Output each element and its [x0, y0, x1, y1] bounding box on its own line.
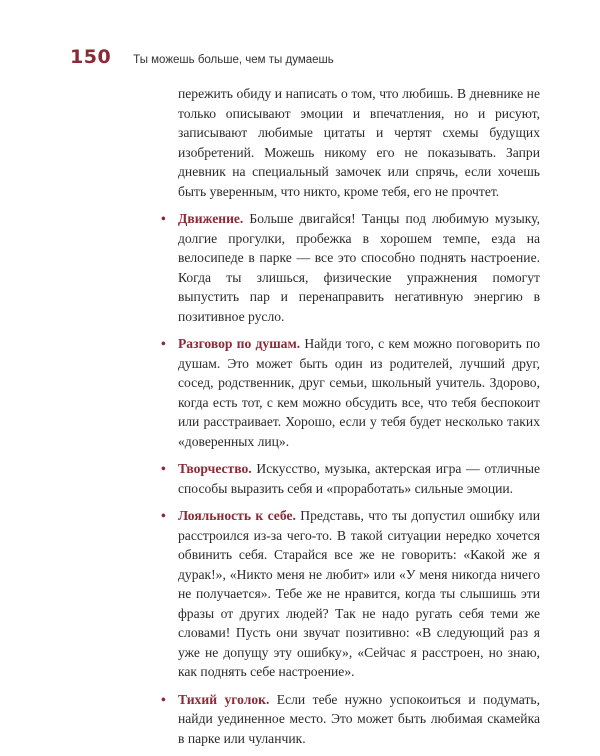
bullet-list: [160, 209, 540, 748]
bullet-icon: •: [161, 211, 166, 226]
page-body: [160, 84, 540, 756]
bullet-icon: •: [161, 691, 166, 707]
item-text: Представь, что ты допустил ошибку или расстроился из-за чего-то. В такой ситуации нередко хочется обвинить себя. Старайся все же не говорить: «Какой же я дурак!», «Никто меня не любит» или «У меня никогда ничего не получается». Тебе же не нравится, когда ты слышишь эти фразы от других людей? Так не надо ругать себя теми же словами! Пусть они звучат позитивно: «В следующий раз я уже не допущу эту ошибку», «Сейчас я расстроен, но знаю, как поднять себе настроение».: [178, 508, 540, 679]
list-item-quiet-corner: [160, 690, 540, 749]
list-item-creativity: [160, 459, 540, 498]
bullet-icon: •: [161, 461, 166, 476]
list-item-self-loyalty: [160, 506, 540, 682]
item-term: Движение.: [178, 211, 244, 226]
item-text: Найди того, с кем можно поговорить по душам. Это может быть один из родителей, лучший друг, сосед, родственник, друг семьи, школьный учитель. Здорово, когда есть тот, с кем можно обсудить все, что тебя беспокоит или расстраивает. Хорошо, если у тебя будет несколько таких «доверенных лиц».: [178, 336, 540, 449]
item-term: Тихий уголок.: [178, 691, 270, 707]
continuation-paragraph: пережить обиду и написать о том, что любишь. В дневнике не только описывают эмоции и впечатления, но и рисуют, записывают любимые цитаты и чертят схемы будущих изобретений. Можешь никому его не показывать. Запри дневник на специальный замочек или спрячь, если хочешь быть уверенным, что никто, кроме тебя, его не прочтет.: [178, 86, 540, 199]
bullet-icon: •: [161, 508, 166, 523]
running-title: Ты можешь больше, чем ты думаешь: [133, 54, 334, 66]
page-header: [70, 46, 334, 68]
list-item-heart-talk: [160, 334, 540, 451]
item-term: Лояльность к себе.: [178, 508, 296, 523]
item-text: Искусство, музыка, актерская игра — отличные способы выразить себя и «проработать» сильные эмоции.: [178, 461, 540, 496]
item-text: Если тебе нужно успокоиться и подумать, найди уединенное место. Это может быть любимая скамейка в парке или чуланчик.: [178, 691, 540, 746]
item-text: Больше двигайся! Танцы под любимую музыку, долгие прогулки, пробежка в хорошем темпе, езда на велосипеде в парке — все это способно поднять настроение. Когда ты злишься, физические упражнения помогут выпустить пар и перенаправить негативную энергию в позитивное русло.: [178, 211, 540, 324]
item-term: Разговор по душам.: [178, 336, 301, 351]
page-number: 150: [70, 46, 112, 68]
list-item-movement: [160, 209, 540, 326]
bullet-icon: •: [161, 336, 166, 351]
item-term: Творчество.: [178, 461, 252, 476]
